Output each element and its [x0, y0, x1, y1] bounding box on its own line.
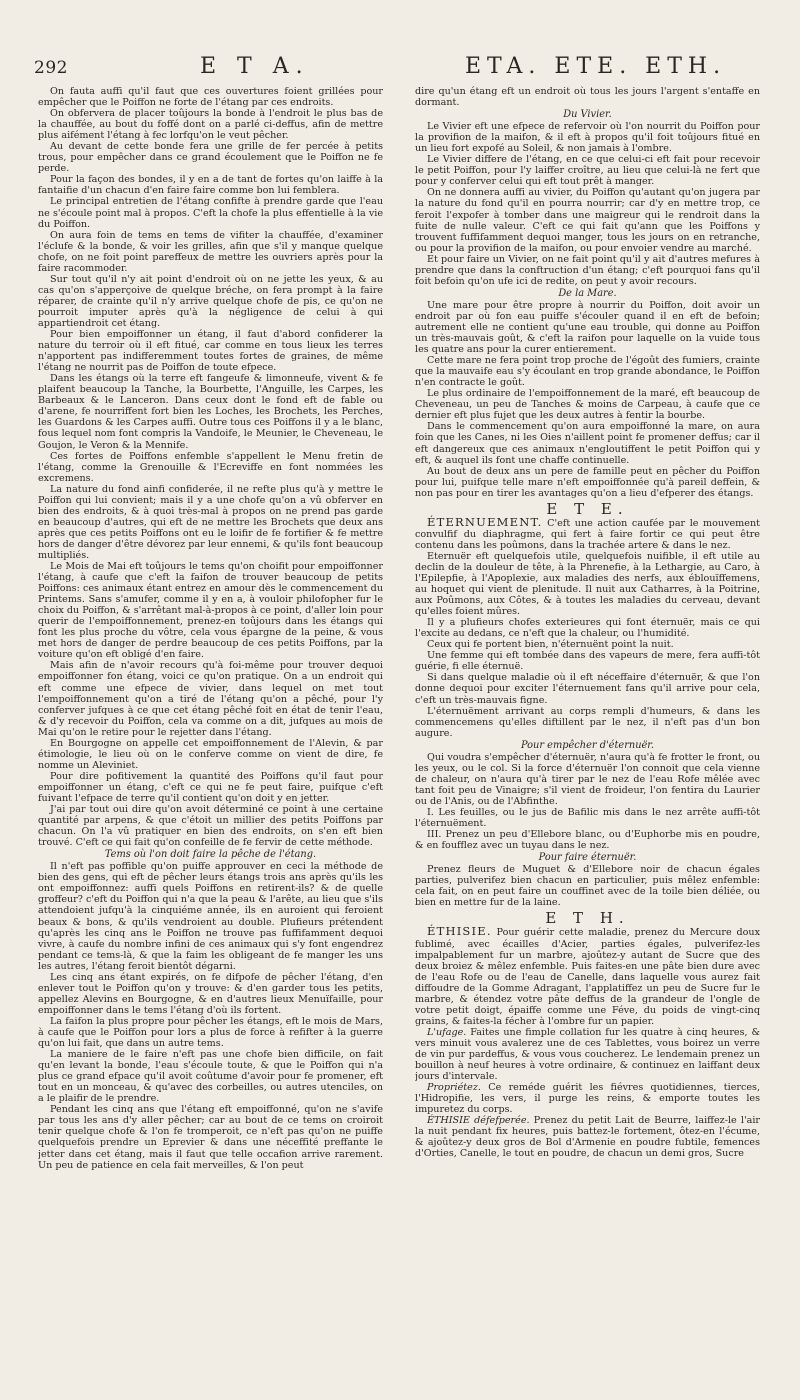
- paragraph-label: ÉTHISIE défefperée.: [427, 1115, 530, 1127]
- body-paragraph: Le Vivier eft une efpece de refervoir où l'on nourrit du Poiffon pour la provifion de la maifon, & il eft à propos qu'il foit toûjours fitué en un lieu fort expofé au Soleil, & non jamais à l'ombre.: [415, 121, 760, 155]
- entry-paragraph: [415, 926, 760, 1026]
- body-paragraph: Cette mare ne fera point trop proche de l'égoût des fumiers, crainte que la mauvaife eau s'y écoulant en trop grande abondance, le Poiffon n'en contracte le goût.: [415, 355, 760, 389]
- body-paragraph: Pour la façon des bondes, il y en a de tant de fortes qu'on laiffe à la fantaifie d'un chacun d'en faire faire comme bon lui femblera.: [38, 174, 383, 197]
- section-heading: Tems où l'on doit faire la pêche de l'étang.: [104, 849, 317, 861]
- entry-headword: ÉTHISIE.: [427, 924, 492, 939]
- left-column: [38, 86, 383, 1386]
- body-paragraph: On obfervera de placer toûjours la bonde à l'endroit le plus bas de la chauffée, au bout du foffé dont on a parlé ci-deffus, afin de mettre plus aifément l'étang à fec lorfqu'on le veut pêcher.: [38, 108, 383, 142]
- body-paragraph: Ces fortes de Poiffons enfemble s'appellent le Menu fretin de l'étang, comme la Grenouille & l'Ecreviffe en font nommées les excremens.: [38, 450, 383, 484]
- body-paragraph: Au bout de deux ans un pere de famille peut en pêcher du Poiffon pour lui, puifque telle mare n'eft empoiffonnée qu'à pareil deffein, & non pas pour en tirer les avantages qu'on a lieu d'efperer des étangs.: [415, 465, 760, 499]
- section-heading: Du Vivier.: [563, 109, 612, 121]
- body-paragraph: La nature du fond ainfi confiderée, il ne refte plus qu'à y mettre le Poiffon qui lui convient; mais il y a une chofe qu'on a vû obferver en bien des endroits, & à quoi très-mal à propos on ne prend pas garde en beaucoup d'autres, qui eft de ne mettre les Brochets que deux ans après que ces petits Poiffons ont eu le loifir de fe fortifier & fe mettre hors de danger d'être dévorez par leur ennemi, & qu'ils font beaucoup multipliés.: [38, 483, 383, 561]
- entry-text: Pour guérir cette maladie, prenez du Mercure doux fublimé, avec écailles d'Acier, parties égales, pulverifez-les impalpablement fur un marbre, ajoûtez-y autant de Sucre que des deux broiez & mêlez enfemble. Puis faites-en une pâte bien dure avec de l'eau Rofe ou de l'eau de Canelle, dans laquelle vous aurez fait diffoudre de la Gomme Adragant, l'applatiffez un peu de Sucre fur le marbre, & étendez votre pâte deffus de la grandeur de l'ongle de votre petit doigt, épaiffe comme une Féve, du poids de vingt-cinq grains, & faites-la fécher à l'ombre fur un papier.: [415, 927, 760, 1027]
- body-paragraph: Prenez fleurs de Muguet & d'Ellebore noir de chacun égales parties, pulverifez bien chacun en particulier, puis mêlez enfemble: cela fait, on en peut faire un couffinet avec de la toile bien déliée, ou bien en mettre fur de la laine.: [415, 864, 760, 909]
- body-paragraph: Eternuër eft quelquefois utile, quelquefois nuifible, il eft utile au declin de la douleur de tête, à la Phrenefie, à la Lethargie, au Caro, à l'Epilepfie, à l'Apoplexie, aux maladies des nerfs, aux éblouïffemens, au hoquet qui vient de plenitude. Il nuit aux Catharres, à la Poitrine, aux Poûmons, aux Côtes, & à toutes les maladies du cerveau, devant qu'elles foient mûres.: [415, 550, 760, 618]
- body-paragraph: En Bourgogne on appelle cet empoiffonnement de l'Alevin, & par étimologie, le lieu où on le conferve comme on vient de dire, fe nomme un Aleviniet.: [38, 737, 383, 771]
- body-paragraph: La faifon la plus propre pour pêcher les étangs, eft le mois de Mars, à caufe que le Poiffon pour lors a plus de force à refifter à la guerre qu'on lui fait, que dans un autre tems.: [38, 1015, 383, 1050]
- body-paragraph: Si dans quelque maladie où il eft néceffaire d'éternuër, & que l'on donne dequoi pour exciter l'éternuement fans qu'il arrive pour cela, c'eft un très-mauvais figne.: [415, 672, 760, 706]
- body-paragraph: Pour bien empoiffonner un étang, il faut d'abord confiderer la nature du terroir où il eft fitué, car comme en tous lieux les terres n'apportent pas indifferemment toutes fortes de graines, de même l'étang ne nourrit pas de Poiffon de toute efpece.: [38, 329, 383, 374]
- body-paragraph: Qui voudra s'empêcher d'éternuër, n'aura qu'à fe frotter le front, ou les yeux, ou le col. Si la force d'éternuër l'on connoit que cela vienne de chaleur, on n'aura qu'à tirer par le nez de l'eau Rofe mêlée avec tant foit peu de Vinaigre; s'il vient de froideur, l'on fentira du Laurier ou de l'Anis, ou de l'Abfinthe.: [415, 751, 760, 807]
- letter-group-heading: E T E.: [546, 499, 629, 518]
- body-paragraph: dire qu'un étang eft un endroit où tous les jours l'argent s'entaffe en dormant.: [415, 86, 760, 109]
- section-heading: Pour faire éternuër.: [538, 852, 637, 864]
- page-header: [0, 52, 800, 86]
- body-paragraph: III. Prenez un peu d'Ellebore blanc, ou d'Euphorbe mis en poudre, & en foufflez avec un tuyau dans le nez.: [415, 829, 760, 852]
- body-paragraph: On fauta auffi qu'il faut que ces ouvertures foient grillées pour empêcher que le Poiffon ne forte de l'étang par ces endroits.: [38, 86, 383, 109]
- body-paragraph: Le principal entretien de l'étang confifte à prendre garde que l'eau ne s'écoule point mal à propos. C'eft la chofe la plus effentielle à la vie du Poiffon.: [38, 196, 383, 230]
- body-paragraph: Une femme qui eft tombée dans des vapeurs de mere, fera auffi-tôt guérie, fi elle éternuë.: [415, 650, 760, 673]
- body-paragraph: J'ai par tout oui dire qu'on avoit déterminé ce point à une certaine quantité par arpens, & que c'étoit un millier des petits Poiffons par chacun. On l'a vû pratiquer en bien des endroits, on s'en eft bien trouvé. C'eft ce qui fait qu'on confeille de fe fervir de cette méthode.: [38, 804, 383, 849]
- body-paragraph: On ne donnera auffi au vivier, du Poiffon qu'autant qu'on jugera par la nature du fond qu'il en pourra nourrir; car d'y en mettre trop, ce feroit l'expofer à tomber dans une maigreur qui le rendroit dans la fuite de nulle valeur. C'eft ce qui fait qu'ann que les Poiffons y trouvent fuffifamment dequoi manger, tous les jours on en retranche, ou pour la provifion de la maifon, ou pour envoier vendre au marché.: [415, 187, 760, 254]
- body-paragraph: Mais afin de n'avoir recours qu'à foi-même pour trouver dequoi empoiffonner fon étang, voici ce qu'on pratique. On a un endroit qui eft comme une efpece de vivier, dans lequel on met tout l'empoiffonnement qu'on a tiré de l'étang qu'on a pêché, pour l'y conferver jufques à ce que cet étang pêché foit en état de tenir l'eau, & d'y recevoir du Poiffon, cela va comme on a dit, jufques au mois de Mai qu'on le retire pour le rejetter dans l'étang.: [38, 660, 383, 738]
- entry-paragraph: [415, 514, 760, 551]
- entry-headword: ÉTERNUEMENT.: [427, 514, 543, 529]
- body-paragraph: On aura foin de tems en tems de vifiter la chauffée, d'examiner l'éclufe & la bonde, & voir les grilles, afin que s'il y manque quelque chofe, on ne foit point pareffeux de mettre les ouvriers après pour la faire racommoder.: [38, 229, 383, 274]
- paragraph-text: Ce reméde guérit les fiévres quotidiennes, tierces, l'Hidropifie, les vers, il purge les reins, & emporte toutes les impuretez du corps.: [415, 1082, 760, 1116]
- body-paragraph: Pour dire pofitivement la quantité des Poiffons qu'il faut pour empoiffonner un étang, c'eft ce qui ne fe peut faire, puifque c'eft fuivant l'efpace de terre qu'il contient qu'on doit y en jetter.: [38, 770, 383, 804]
- entry-text: C'eft une action caufée par le mouvement convulfif du diaphragme, qui fert à faire fortir ce qui peut être contenu dans les poûmons, dans la trachée artere & dans le nez.: [415, 517, 760, 551]
- body-paragraph: Sur tout qu'il n'y ait point d'endroit où on ne jette les yeux, & au cas qu'on s'apperçoive de quelque bréche, on fera prompt à la faire réparer, de crainte qu'il n'y arrive quelque chofe de pis, ce qu'on ne pourroit imputer après qu'à la négligence de celui à qui appartiendroit cet étang.: [38, 273, 383, 329]
- paragraph-text: Prenez du petit Lait de Beurre, laiffez-le l'air la nuit pendant fix heures, puis battez-le fortement, ôtez-en l'écume, & ajoûtez-y deux gros de Bol d'Armenie en poudre fubtile, femences d'Orties, Canelle, le tout en poudre, de chacun un demi gros, Sucre: [415, 1115, 760, 1160]
- labelled-paragraph: [415, 1027, 760, 1082]
- running-head-left: E T A.: [200, 54, 310, 79]
- body-paragraph: Le Mois de Mai eft toûjours le tems qu'on choifit pour empoiffonner l'étang, à caufe que c'eft la faifon de trouver beaucoup de petits Poiffons: ces animaux étant entrez en amour dès le commencement du Printems. Sans s'amufer, comme il y en a, à vouloir philofopher fur le choix du Poiffon, & s'arrêtant mal-à-propos à ce point, d'aller loin pour querir de l'empoiffonnement, prenez-en toûjours dans les étangs qui font les plus proche du vôtre, cela vous épargne de la peine, & vous met hors de danger de perdre beaucoup de ces petits Poiffons, par la voiture qu'on eft obligé d'en faire.: [38, 561, 383, 661]
- body-paragraph: Le plus ordinaire de l'empoiffonnement de la maré, eft beaucoup de Cheveneau, un peu de Tanches & moins de Carpeau, à caufe que ce dernier eft plus fujet que les deux autres à fentir la bourbe.: [415, 388, 760, 422]
- labelled-paragraph: [415, 1082, 760, 1115]
- body-paragraph: L'éternuëment arrivant au corps rempli d'humeurs, & dans les commencemens qu'elles diftillent par le nez, il n'eft pas d'un bon augure.: [415, 705, 760, 739]
- paragraph-text: Faites une fimple collation fur les quatre à cinq heures, & vers minuit vous avalerez une de ces Tablettes, vous boirez un verre de vin pur pardeffus, & vous vous coucherez. Le lendemain prenez un bouillon à neuf heures à votre ordinaire, & continuez en laiffant deux jours d'intervale.: [415, 1026, 760, 1083]
- body-paragraph: Il n'eft pas poffible qu'on puiffe approuver en ceci la méthode de bien des gens, qui eft de pêcher leurs étangs trois ans après qu'ils les ont empoiffonnez: auffi quels Poiffons en retirent-ils? & de quelle groffeur? c'eft du Poiffon qui n'a que la peau & l'arête, au lieu que s'ils attendoient jufqu'à la cinquiéme année, ils en auroient qui feroient beaux & bons, & qu'ils vendroient au double. Plufieurs prétendent qu'après les cinq ans le Poiffon ne trouve pas fuffifamment dequoi vivre, à caufe du nombre infini de ces animaux qui s'y font engendrez pendant ce tems-là, & que la faim les obligeant de fe manger les uns les autres, l'étang feroit bientôt dégarni.: [38, 861, 383, 972]
- body-paragraph: Dans le commencement qu'on aura empoiffonné la mare, on aura foin que les Canes, ni les Oies n'aillent point fe promener deffus; car il eft dangereux que ces animaux n'engloutiffent le petit Poiffon qui y eft, & auquel ils font une chaffe continuelle.: [415, 421, 760, 466]
- body-paragraph: Et pour faire un Vivier, on ne fait point qu'il y ait d'autres mefures à prendre que dans la conftruction d'un étang; c'eft pourquoi fans qu'il foit befoin qu'on ufe ici de redite, on peut y avoir recours.: [415, 253, 760, 287]
- body-paragraph: La maniere de le faire n'eft pas une chofe bien difficile, on fait qu'en levant la bonde, l'eau s'écoule toute, & que le Poiffon qui n'a plus ce grand efpace qu'il avoit coûtume d'avoir pour fe promener, eft tout en un monceau, & qu'avec des corbeilles, ou autres utenciles, on a le plaifir de le prendre.: [38, 1049, 383, 1105]
- body-paragraph: Pendant les cinq ans que l'étang eft empoiffonné, qu'on ne s'avife par tous les ans d'y aller pêcher; car au bout de ce tems on croiroit tenir quelque chofe & l'on fe tromperoit, ce n'eft pas qu'on ne puiffe quelquefois prendre un Eprevier & dans une néceffité preffante le jetter dans cet étang, mais il faut que telle occafion arrive rarement. Un peu de patience en cela fait merveilles, & l'on peut: [38, 1104, 383, 1171]
- paragraph-label: L'ufage.: [427, 1026, 467, 1038]
- right-column: [415, 86, 760, 1386]
- body-paragraph: I. Les feuilles, ou le jus de Bafilic mis dans le nez arrête auffi-tôt l'éternuëment.: [415, 807, 760, 830]
- running-head-right: ETA. ETE. ETH.: [465, 54, 727, 79]
- page-number: 292: [34, 58, 68, 78]
- body-paragraph: Les cinq ans étant expirés, on fe difpofe de pêcher l'étang, d'en enlever tout le Poiffon qu'on y trouve: & d'en garder tous les petits, appellez Alevins en Bourgogne, & en d'autres lieux Menuïfaille, pour empoiffonner dans le tems l'étang d'où ils fortent.: [38, 971, 383, 1016]
- body-paragraph: Le Vivier differe de l'étang, en ce que celui-ci eft fait pour recevoir le petit Poiffon, pour l'y laiffer croître, au lieu que celui-là ne fert que pour y conferver celui qui eft tout prêt à manger.: [415, 154, 760, 188]
- body-paragraph: Ceux qui fe portent bien, n'éternuënt point la nuit.: [427, 639, 674, 651]
- section-heading: Pour empêcher d'éternuër.: [520, 739, 655, 751]
- body-paragraph: Dans les étangs où la terre eft fangeufe & limonneufe, vivent & fe plaifent beaucoup la Tanche, la Bourbette, l'Anguille, les Carpes, les Barbeaux & le Lanceron. Dans ceux dont le fond eft de fable ou d'arene, fe nourriffent fort bien les Loches, les Brochets, les Perches, les Guardons & les Carpes auffi. Outre tous ces Poiffons il y a le blanc, fous lequel nom font compris la Vandoife, le Meunier, le Cheveneau, le Goujon, le Veron & la Mennife.: [38, 373, 383, 451]
- body-paragraph: Au devant de cette bonde fera une grille de fer percée à petits trous, pour empêcher dans ce grand écoulement que le Poiffon ne fe perde.: [38, 141, 383, 175]
- body-paragraph: Il y a plufieurs chofes exterieures qui font éternuër, mais ce qui l'excite au dedans, ce n'eft que la chaleur, ou l'humidité.: [415, 617, 760, 640]
- body-paragraph: Une mare pour être propre à nourrir du Poiffon, doit avoir un endroit par où fon eau puiffe s'écouler quand il en eft de befoin; autrement elle ne contient qu'une eau trouble, qui donne au Poiffon un très-mauvais goût, & c'eft la raifon pour laquelle on la vuide tous les quatre ans pour la curer entierement.: [415, 299, 760, 356]
- letter-group-heading: E T H.: [545, 909, 630, 928]
- labelled-paragraph: [415, 1115, 760, 1159]
- section-heading: De la Mare.: [558, 287, 617, 299]
- paragraph-label: Propriétez.: [427, 1082, 481, 1094]
